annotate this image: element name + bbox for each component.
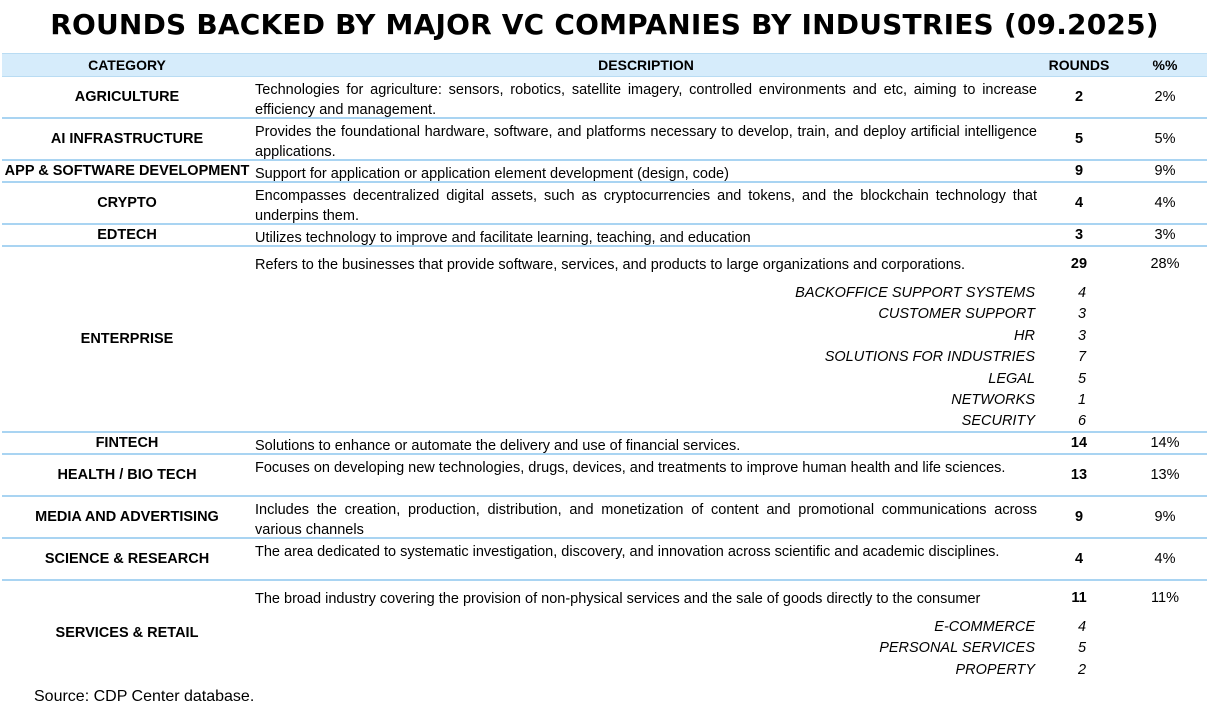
rounds-cell: 2 — [1074, 89, 1084, 105]
header-category: CATEGORY — [88, 57, 166, 73]
category-cell: EDTECH — [97, 227, 157, 243]
rounds-cell: 5 — [1074, 131, 1084, 147]
percent-cell: 28% — [1150, 256, 1180, 272]
header-percent: %% — [1152, 57, 1178, 73]
rounds-cell: 11 — [1071, 590, 1087, 606]
percent-cell: 14% — [1150, 435, 1180, 451]
rounds-cell: 14 — [1070, 435, 1088, 451]
subcategory-value: 2 — [1077, 661, 1087, 678]
category-cell: APP & SOFTWARE DEVELOPMENT — [4, 163, 250, 179]
source-note: Source: CDP Center database. — [34, 688, 255, 705]
rounds-cell: 4 — [1074, 195, 1084, 211]
subcategory-label: E-COMMERCE — [934, 619, 1035, 635]
industries-table — [2, 53, 1207, 685]
description-cell: Provides the foundational hardware, software, and platforms necessary to develop, train, and deploy artificial intelligence applications. — [255, 124, 1037, 160]
subcategory-value: 3 — [1077, 327, 1087, 344]
table-row — [2, 455, 1207, 497]
subcategory-label: NETWORKS — [951, 391, 1035, 408]
subcategory-item — [255, 369, 1117, 390]
subcategory-item — [255, 347, 1117, 368]
subcategory-label: PERSONAL SERVICES — [879, 640, 1035, 657]
subcategory-item — [255, 660, 1117, 681]
category-cell: AGRICULTURE — [74, 89, 180, 105]
subcategory-item — [255, 411, 1117, 432]
percent-cell: 5% — [1154, 131, 1176, 147]
rounds-cell: 3 — [1074, 227, 1084, 243]
percent-cell: 9% — [1154, 163, 1176, 179]
category-cell: HEALTH / BIO TECH — [57, 467, 197, 483]
rounds-cell: 4 — [1074, 551, 1084, 567]
subcategory-item — [255, 390, 1117, 411]
subcategory-value: 3 — [1077, 306, 1087, 323]
rounds-cell: 9 — [1074, 163, 1084, 179]
table-row — [2, 77, 1207, 119]
table-row — [2, 497, 1207, 539]
subcategory-item — [255, 638, 1117, 659]
description-cell: Technologies for agriculture: sensors, robotics, satellite imagery, controlled environments and etc, aiming to increase efficiency and management. — [255, 82, 1037, 118]
subcategory-item — [255, 326, 1117, 347]
percent-cell: 3% — [1154, 227, 1176, 243]
description-cell: Includes the creation, production, distribution, and monetization of content and promotional communications across various channels — [255, 502, 1037, 538]
rounds-cell: 9 — [1074, 509, 1084, 525]
rounds-cell: 29 — [1070, 256, 1088, 272]
description-cell: The broad industry covering the provision of non-physical services and the sale of goods directly to the consumer — [255, 591, 981, 607]
subcategory-item — [255, 304, 1117, 325]
description-cell: The area dedicated to systematic investigation, discovery, and innovation across scientific and academic disciplines. — [255, 544, 1000, 560]
category-cell: FINTECH — [95, 435, 159, 451]
description-cell: Focuses on developing new technologies, drugs, devices, and treatments to improve human health and life sciences. — [255, 460, 1006, 476]
rounds-cell: 13 — [1070, 467, 1088, 483]
subcategory-label: PROPERTY — [955, 661, 1035, 678]
table-row — [2, 247, 1207, 433]
category-cell: ENTERPRISE — [80, 331, 174, 347]
percent-cell: 4% — [1154, 551, 1176, 567]
description-cell: Support for application or application element development (design, code) — [255, 166, 729, 182]
subcategory-list — [255, 617, 1117, 681]
table-row — [2, 183, 1207, 225]
table-header — [2, 53, 1207, 77]
chart-title: ROUNDS BACKED BY MAJOR VC COMPANIES BY INDUSTRIES (09.2025) — [50, 8, 1159, 41]
subcategory-label: BACKOFFICE SUPPORT SYSTEMS — [795, 285, 1035, 301]
percent-cell: 4% — [1154, 195, 1176, 211]
subcategory-label: LEGAL — [988, 370, 1035, 387]
table-row — [2, 581, 1207, 685]
category-cell: SCIENCE & RESEARCH — [44, 551, 210, 567]
table-row — [2, 161, 1207, 183]
subcategory-value: 5 — [1077, 640, 1087, 657]
category-cell: CRYPTO — [97, 195, 157, 211]
description-cell: Encompasses decentralized digital assets, such as cryptocurrencies and tokens, and the blockchain technology that underpins them. — [255, 188, 1037, 224]
subcategory-value: 4 — [1077, 619, 1087, 635]
percent-cell: 2% — [1154, 89, 1176, 105]
header-rounds: ROUNDS — [1048, 57, 1110, 73]
table-row — [2, 539, 1207, 581]
subcategory-value: 4 — [1077, 285, 1087, 301]
subcategory-item — [255, 617, 1117, 638]
percent-cell: 9% — [1154, 509, 1176, 525]
subcategory-label: HR — [1014, 327, 1035, 344]
description-cell: Solutions to enhance or automate the delivery and use of financial services. — [255, 438, 741, 454]
table-row — [2, 225, 1207, 247]
description-cell: Refers to the businesses that provide software, services, and products to large organizations and corporations. — [255, 257, 966, 273]
subcategory-label: CUSTOMER SUPPORT — [878, 306, 1035, 323]
subcategory-label: SECURITY — [961, 413, 1035, 430]
category-cell: SERVICES & RETAIL — [55, 625, 199, 641]
table-body — [2, 77, 1207, 685]
subcategory-item — [255, 283, 1117, 304]
subcategory-value: 6 — [1077, 413, 1087, 430]
description-cell: Utilizes technology to improve and facilitate learning, teaching, and education — [255, 230, 751, 246]
category-cell: AI INFRASTRUCTURE — [50, 131, 204, 147]
table-row — [2, 119, 1207, 161]
category-cell: MEDIA AND ADVERTISING — [35, 509, 219, 525]
subcategory-value: 7 — [1077, 349, 1087, 366]
percent-cell: 13% — [1150, 467, 1180, 483]
subcategory-label: SOLUTIONS FOR INDUSTRIES — [824, 349, 1035, 366]
header-description: DESCRIPTION — [598, 57, 694, 73]
subcategory-list — [255, 283, 1117, 433]
subcategory-value: 5 — [1077, 370, 1087, 387]
percent-cell: 11% — [1151, 590, 1179, 606]
table-row — [2, 433, 1207, 455]
subcategory-value: 1 — [1077, 391, 1087, 408]
